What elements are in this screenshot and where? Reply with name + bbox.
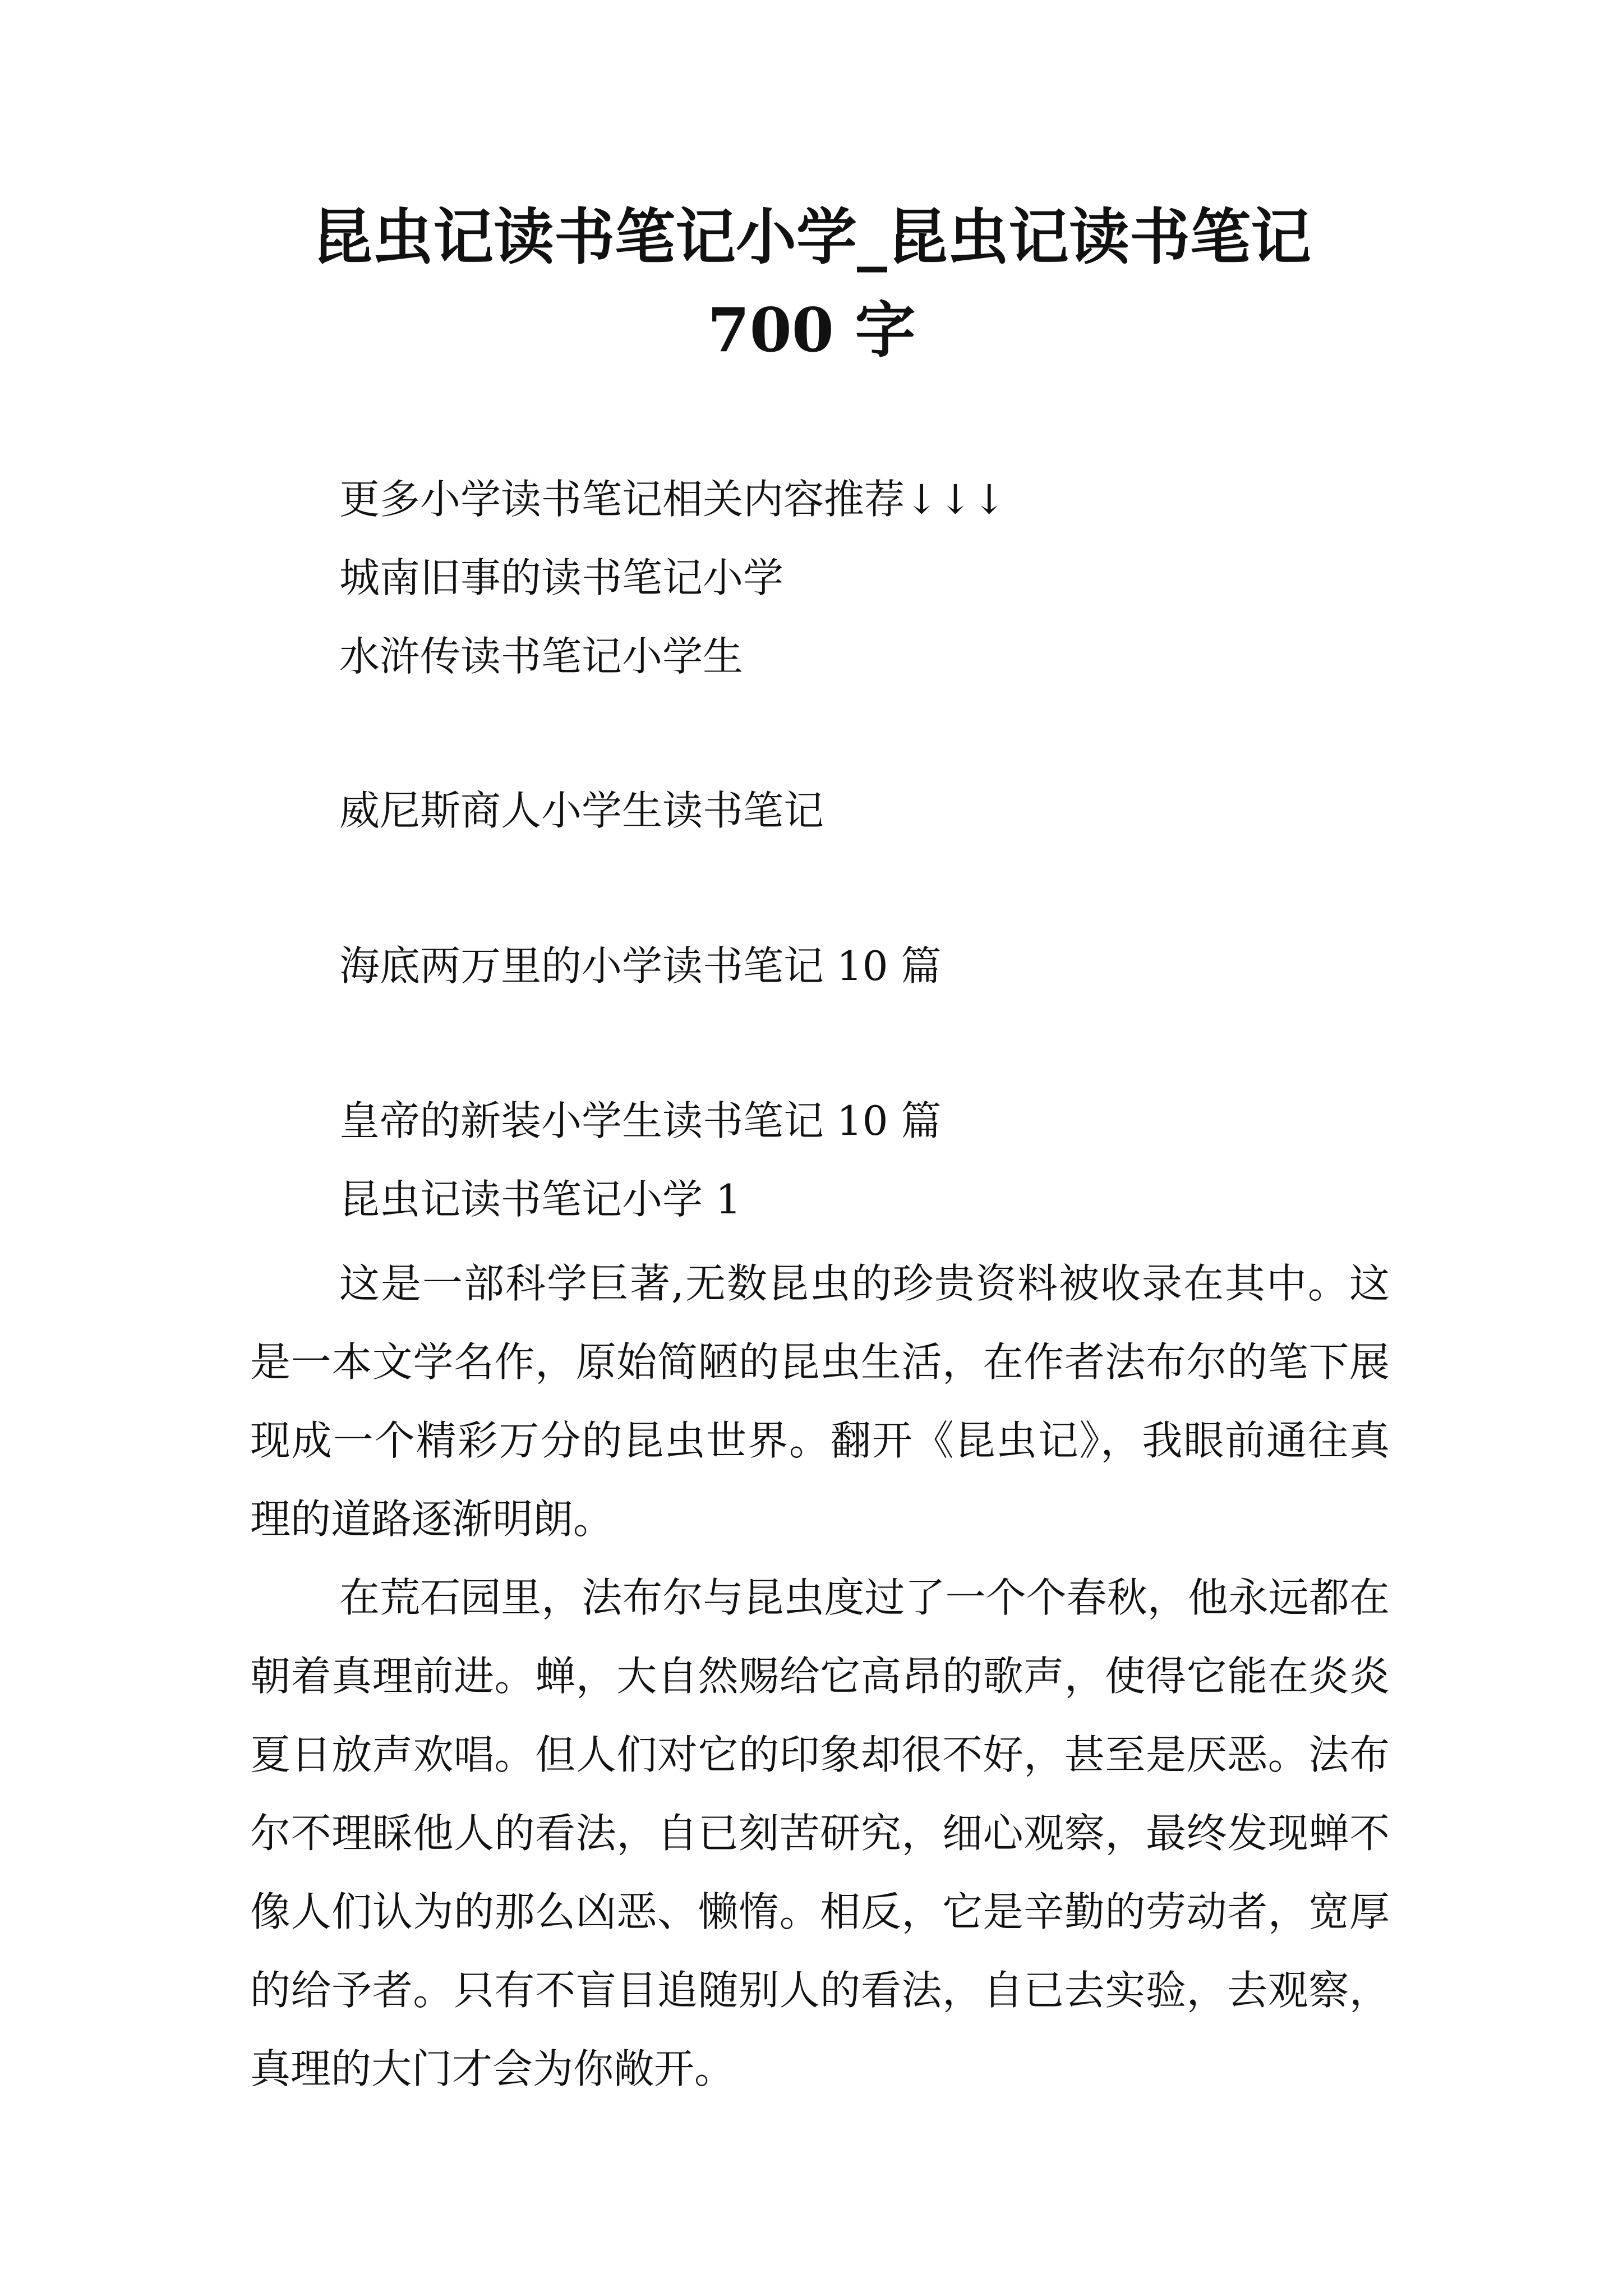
recommend-link[interactable]: 威尼斯商人小学生读书笔记 xyxy=(339,787,824,834)
recommend-link[interactable]: 城南旧事的读书笔记小学 xyxy=(339,554,784,601)
recommend-heading: 更多小学读书笔记相关内容推荐↓↓↓ xyxy=(339,476,1006,523)
body-paragraph: 在荒石园里，法布尔与昆虫度过了一个个春秋，他永远都在朝着真理前进。蝉，大自然赐给它高昂的歌声，使得它能在炎炎夏日放声欢唱。但人们对它的印象却很不好，甚至是厌恶。法布尔不理睬他人的看法，自已刻苦研究，细心观察，最终发现蝉不像人们认为的那么凶恶、懒惰。相反，它是辛勤的劳动者，宽厚的给予者。只有不盲目追随别人的看法，自已去实验，去观察，真理的大门才会为你敞开。 xyxy=(250,1574,1390,2092)
section-heading: 昆虫记读书笔记小学 1 xyxy=(339,1176,741,1223)
page-title: 昆虫记读书笔记小学_昆虫记读书笔记 700 字 xyxy=(311,202,1311,366)
recommend-link[interactable]: 海底两万里的小学读书笔记 10 篇 xyxy=(339,942,942,990)
recommend-link[interactable]: 水浒传读书笔记小学生 xyxy=(339,633,744,680)
body-paragraph: 这是一部科学巨著,无数昆虫的珍贵资料被收录在其中。这是一本文学名作，原始简陋的昆虫生活，在作者法布尔的笔下展现成一个精彩万分的昆虫世界。翻开《昆虫记》，我眼前通往真理的道路逐渐明朗。 xyxy=(250,1260,1390,1543)
recommend-link[interactable]: 皇帝的新装小学生读书笔记 10 篇 xyxy=(339,1097,942,1144)
